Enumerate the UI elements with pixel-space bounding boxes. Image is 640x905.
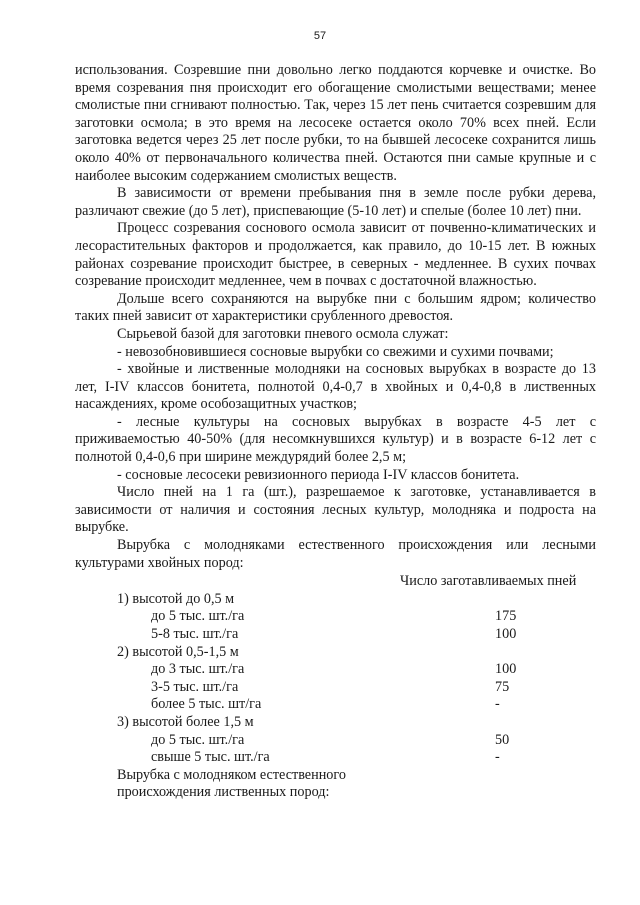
density-cell: более 5 тыс. шт/га	[151, 696, 262, 713]
group-label-row	[75, 714, 596, 732]
page-number: 57	[313, 30, 327, 42]
group-label-row	[75, 644, 596, 662]
count-cell: 100	[495, 626, 517, 642]
count-cell: 175	[495, 608, 517, 625]
deciduous-heading-line: происхождения лиственных пород:	[117, 784, 330, 801]
deciduous-heading-line: Вырубка с молодняком естественного	[117, 766, 346, 783]
list-item: - лесные культуры на сосновых вырубках в возрасте 4-5 лет с приживаемостью 40-50% (для несомкнувшихся культур) и в возрасте 6-12 лет с полнотой 0,4-0,6 при ширине междурядий более 2,5 м;	[75, 413, 596, 466]
table-row	[75, 661, 596, 679]
paragraph: В зависимости от времени пребывания пня в земле после рубки дерева, различают свежие (до 5 лет), приспевающие (5-10 лет) и спелые (более 10 лет) пни.	[75, 185, 596, 219]
group-label: 2) высотой 0,5-1,5 м	[117, 643, 239, 660]
paragraph: Сырьевой базой для заготовки пневого осмола служат:	[117, 325, 449, 342]
group-label: 1) высотой до 0,5 м	[117, 590, 235, 607]
count-cell: 50	[495, 731, 510, 748]
table-row	[75, 696, 596, 714]
paragraph: использования. Созревшие пни довольно легко поддаются корчевке и очистке. Во время созревания пня происходит его обогащение смолистыми веществами; менее смолистые пни сгнивают полностью. Так, через 15 лет пень считается созревшим для заготовки осмола; в это время на лесосеке остается около 70% всех пней. Если заготовка ведется через 25 лет после рубки, то на бывшей лесосеке сохранится лишь около 40% от первоначального количества пней. Остаются пни самые крупные и с наиболее высоким содержанием смолистых веществ.	[75, 62, 596, 184]
group-label: 3) высотой более 1,5 м	[117, 713, 254, 730]
document-body	[75, 62, 596, 802]
density-cell: до 5 тыс. шт./га	[151, 608, 245, 625]
table-row	[75, 732, 596, 750]
paragraph: Дольше всего сохраняются на вырубке пни с большим ядром; количество таких пней зависит от характеристики срубленного древостоя.	[75, 290, 596, 325]
paragraph: Вырубка с молодняками естественного происхождения или лесными культурами хвойных пород:	[75, 537, 596, 571]
density-cell: 3-5 тыс. шт./га	[151, 678, 239, 695]
count-cell: -	[495, 696, 500, 713]
list-item: - хвойные и лиственные молодняки на сосновых вырубках в возрасте до 13 лет, I-IV классов бонитета, полнотой 0,4-0,7 в хвойных и 0,4-0,8 в лиственных насаждениях, кроме особозащитных участков;	[75, 361, 596, 413]
paragraph: Процесс созревания соснового осмола зависит от почвенно-климатических и лесорастительных факторов и продолжается, как правило, до 10-15 лет. В южных районах созревание происходит быстрее, в северных - медленнее. В сухих почвах созревание происходит медленнее, чем в почвах с достаточной влажностью.	[75, 220, 596, 290]
count-cell: -	[495, 749, 500, 766]
list-item: - сосновые лесосеки ревизионного периода I-IV классов бонитета.	[117, 466, 520, 483]
density-cell: свыше 5 тыс. шт./га	[151, 749, 270, 766]
stump-table	[75, 591, 596, 767]
table-row	[75, 749, 596, 767]
table-row	[75, 626, 596, 644]
table-row	[75, 679, 596, 697]
density-cell: до 3 тыс. шт./га	[151, 661, 245, 678]
paragraph: Число пней на 1 га (шт.), разрешаемое к заготовке, устанавливается в зависимости от наличия и состояния лесных культур, молодняка и подроста на вырубке.	[75, 484, 596, 536]
density-cell: 5-8 тыс. шт./га	[151, 626, 239, 642]
count-cell: 100	[495, 661, 517, 678]
count-cell: 75	[495, 678, 510, 695]
list-item: - невозобновившиеся сосновые вырубки со свежими и сухими почвами;	[117, 343, 554, 360]
density-cell: до 5 тыс. шт./га	[151, 731, 245, 748]
table-row	[75, 608, 596, 626]
group-label-row	[75, 591, 596, 609]
table-header: Число заготавливаемых пней	[400, 573, 577, 590]
